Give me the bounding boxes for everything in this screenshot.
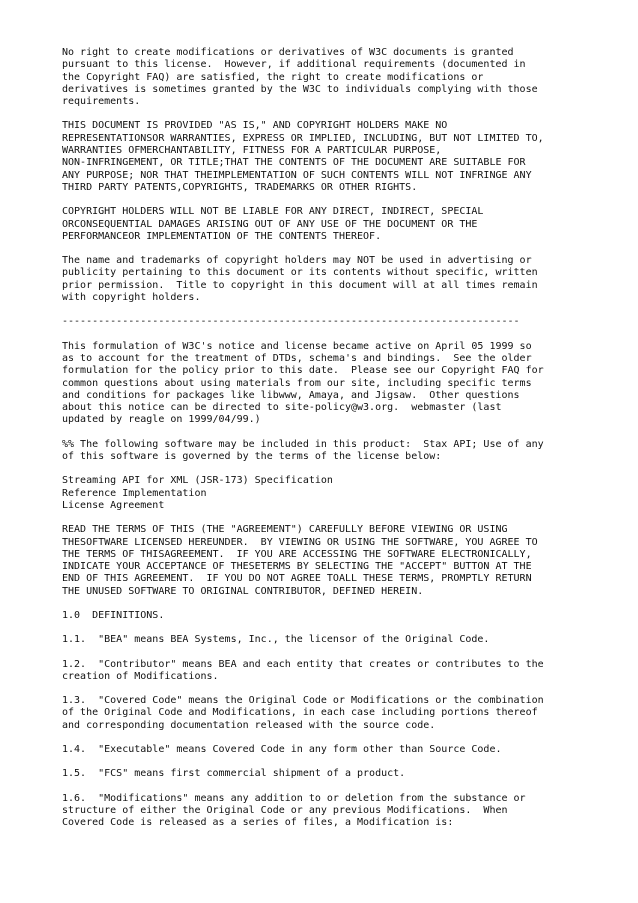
- text-line: ----------------------------------------------------------------------------: [62, 316, 520, 328]
- text-line: ORCONSEQUENTIAL DAMAGES ARISING OUT OF ANY USE OF THE DOCUMENT OR THE: [62, 218, 478, 230]
- text-line: with copyright holders.: [62, 292, 201, 304]
- definition-1-4: [62, 744, 592, 756]
- text-line: THE UNUSED SOFTWARE TO ORIGINAL CONTRIBUTOR, DEFINED HEREIN.: [62, 585, 424, 597]
- text-line: derivatives is sometimes granted by the W3C to individuals complying with those: [62, 83, 538, 95]
- text-line: READ THE TERMS OF THIS (THE "AGREEMENT") CAREFULLY BEFORE VIEWING OR USING: [62, 524, 508, 536]
- text-line: of this software is governed by the terms of the license below:: [62, 451, 442, 463]
- text-line: Streaming API for XML (JSR-173) Specification: [62, 475, 333, 487]
- text-line: publicity pertaining to this document or its contents without specific, written: [62, 267, 538, 279]
- paragraph-liability: [62, 206, 592, 243]
- text-line: 1.4. "Executable" means Covered Code in any form other than Source Code.: [62, 744, 502, 756]
- paragraph-formulation: [62, 341, 592, 427]
- text-line: 1.1. "BEA" means BEA Systems, Inc., the licensor of the Original Code.: [62, 634, 490, 646]
- text-line: No right to create modifications or derivatives of W3C documents is granted: [62, 47, 514, 58]
- text-line: %% The following software may be included in this product: Stax API; Use of any: [62, 438, 544, 450]
- definition-1-5: [62, 768, 592, 780]
- text-line: creation of Modifications.: [62, 670, 219, 682]
- document-page: [62, 47, 592, 842]
- text-line: pursuant to this license. However, if additional requirements (documented in: [62, 59, 526, 71]
- text-line: This formulation of W3C's notice and license became active on April 05 1999 so: [62, 340, 532, 352]
- paragraph-read-terms: [62, 524, 592, 598]
- text-line: 1.6. "Modifications" means any addition to or deletion from the substance or: [62, 792, 526, 804]
- text-line: WARRANTIES OFMERCHANTABILITY, FITNESS FOR A PARTICULAR PURPOSE,: [62, 145, 442, 157]
- license-heading: [62, 475, 592, 512]
- text-line: THIS DOCUMENT IS PROVIDED "AS IS," AND COPYRIGHT HOLDERS MAKE NO: [62, 120, 448, 132]
- text-line: COPYRIGHT HOLDERS WILL NOT BE LIABLE FOR ANY DIRECT, INDIRECT, SPECIAL: [62, 206, 484, 218]
- definition-1-3: [62, 695, 592, 732]
- text-line: 1.5. "FCS" means first commercial shipment of a product.: [62, 768, 406, 780]
- text-line: NON-INFRINGEMENT, OR TITLE;THAT THE CONTENTS OF THE DOCUMENT ARE SUITABLE FOR: [62, 157, 526, 169]
- text-line: common questions about using materials from our site, including specific terms: [62, 377, 532, 389]
- text-line: Covered Code is released as a series of files, a Modification is:: [62, 817, 454, 829]
- paragraph-trademarks: [62, 255, 592, 304]
- separator-line: [62, 316, 592, 328]
- text-line: formulation for the policy prior to this date. Please see our Copyright FAQ for: [62, 365, 544, 377]
- text-line: THE TERMS OF THISAGREEMENT. IF YOU ARE ACCESSING THE SOFTWARE ELECTRONICALLY,: [62, 548, 532, 560]
- text-line: Reference Implementation: [62, 487, 207, 499]
- text-line: requirements.: [62, 96, 141, 108]
- paragraph-as-is-disclaimer: [62, 120, 592, 194]
- paragraph-stax-notice: [62, 439, 592, 464]
- text-line: as to account for the treatment of DTDs, schema's and bindings. See the older: [62, 352, 532, 364]
- text-line: 1.0 DEFINITIONS.: [62, 609, 165, 621]
- definition-1-6: [62, 793, 592, 830]
- definition-1-1: [62, 634, 592, 646]
- text-line: structure of either the Original Code or any previous Modifications. When: [62, 804, 508, 816]
- text-line: and corresponding documentation released with the source code.: [62, 719, 436, 731]
- text-line: about this notice can be directed to site-policy@w3.org. webmaster (last: [62, 402, 502, 414]
- text-line: License Agreement: [62, 499, 165, 511]
- text-line: PERFORMANCEOR IMPLEMENTATION OF THE CONTENTS THEREOF.: [62, 230, 382, 242]
- text-line: THIRD PARTY PATENTS,COPYRIGHTS, TRADEMARKS OR OTHER RIGHTS.: [62, 181, 418, 193]
- text-line: prior permission. Title to copyright in this document will at all times remain: [62, 279, 538, 291]
- definition-1-2: [62, 659, 592, 684]
- text-line: updated by reagle on 1999/04/99.): [62, 414, 261, 426]
- section-definitions-heading: [62, 610, 592, 622]
- text-line: the Copyright FAQ) are satisfied, the right to create modifications or: [62, 71, 484, 83]
- text-line: ANY PURPOSE; NOR THAT THEIMPLEMENTATION OF SUCH CONTENTS WILL NOT INFRINGE ANY: [62, 169, 532, 181]
- text-line: INDICATE YOUR ACCEPTANCE OF THESETERMS BY SELECTING THE "ACCEPT" BUTTON AT THE: [62, 561, 532, 573]
- text-line: The name and trademarks of copyright holders may NOT be used in advertising or: [62, 255, 532, 267]
- text-line: REPRESENTATIONSOR WARRANTIES, EXPRESS OR IMPLIED, INCLUDING, BUT NOT LIMITED TO,: [62, 132, 544, 144]
- text-line: and conditions for packages like libwww, Amaya, and Jigsaw. Other questions: [62, 389, 520, 401]
- text-line: 1.2. "Contributor" means BEA and each entity that creates or contributes to the: [62, 658, 544, 670]
- paragraph-w3c-modifications: [62, 47, 592, 108]
- text-line: of the Original Code and Modifications, in each case including portions thereof: [62, 707, 538, 719]
- text-line: END OF THIS AGREEMENT. IF YOU DO NOT AGREE TOALL THESE TERMS, PROMPTLY RETURN: [62, 573, 532, 585]
- text-line: 1.3. "Covered Code" means the Original Code or Modifications or the combination: [62, 695, 544, 707]
- text-line: THESOFTWARE LICENSED HEREUNDER. BY VIEWING OR USING THE SOFTWARE, YOU AGREE TO: [62, 536, 538, 548]
